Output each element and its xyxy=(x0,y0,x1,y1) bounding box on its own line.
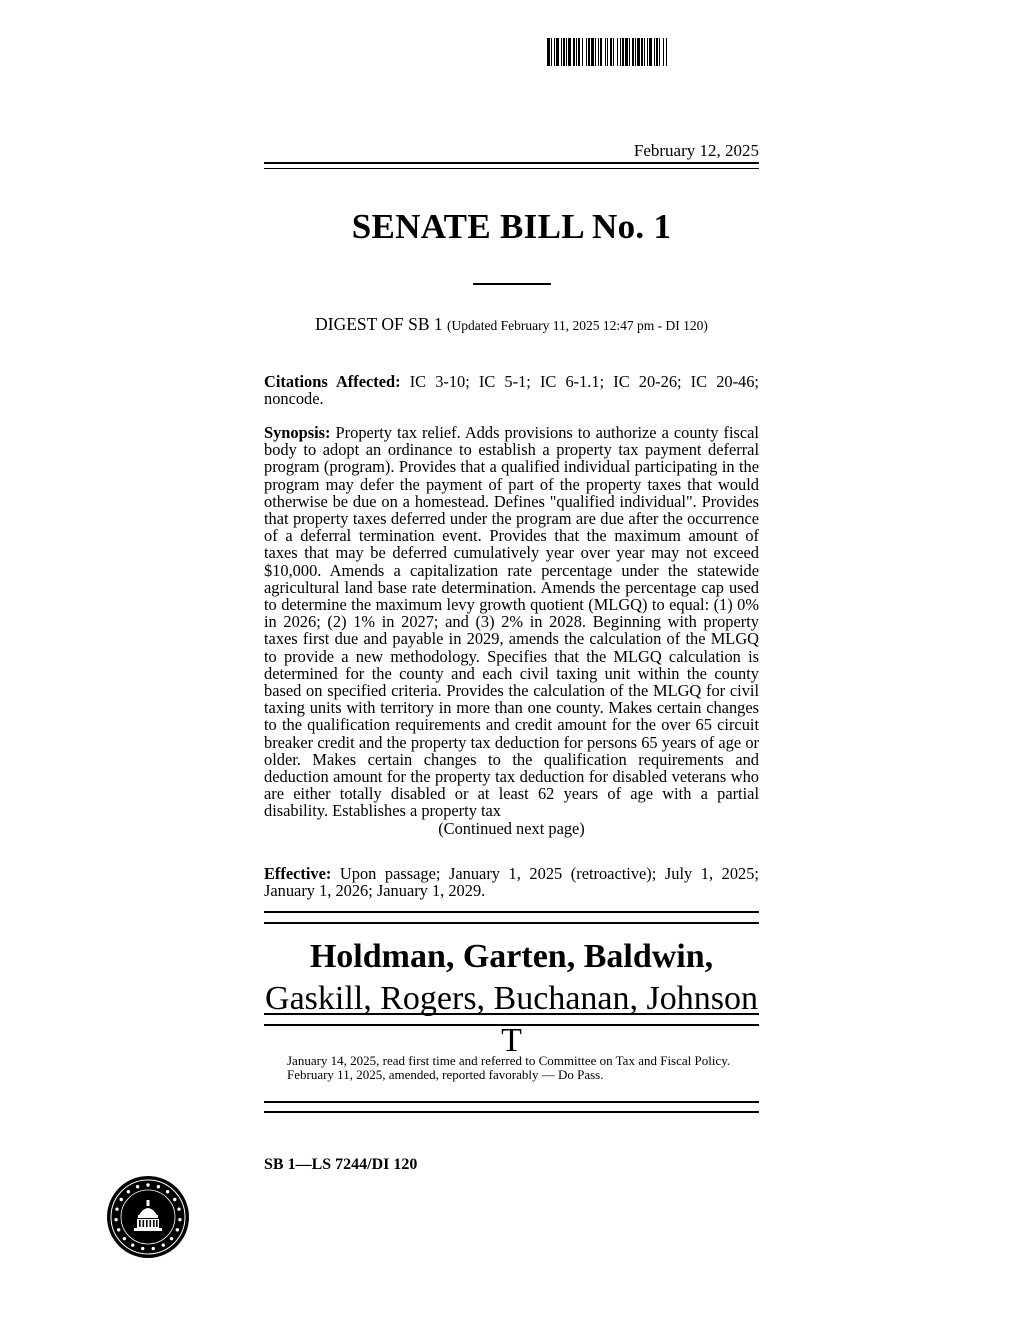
effective-label: Effective: xyxy=(264,864,332,883)
actions-rule-2 xyxy=(264,1111,759,1113)
barcode xyxy=(547,38,783,66)
authors-bottom-rule xyxy=(264,1013,759,1015)
synopsis xyxy=(264,424,759,837)
effective-rule xyxy=(264,911,759,913)
secondary-authors: Gaskill, Rogers, Buchanan, Johnson T xyxy=(265,980,758,1059)
continued-note: (Continued next page) xyxy=(438,818,585,838)
primary-authors: Holdman, Garten, Baldwin, xyxy=(309,938,714,975)
title-rule xyxy=(473,283,551,285)
citations-affected xyxy=(264,373,759,407)
authors-bottom-rule-2 xyxy=(264,1024,759,1026)
citations-label: Citations Affected: xyxy=(264,372,401,391)
digest-main: DIGEST OF SB 1 xyxy=(315,314,443,334)
state-seal-icon xyxy=(106,1175,190,1259)
header-rule-thin xyxy=(264,168,759,169)
authors xyxy=(264,936,759,1062)
authors-top-rule xyxy=(264,922,759,924)
action-item: January 14, 2025, read first time and referred to Committee on Tax and Fiscal Policy. xyxy=(287,1053,731,1068)
synopsis-text: Property tax relief. Adds provisions to authorize a county fiscal body to adopt an ordinance to establish a property tax payment deferral program (program). Provides that a qualified individual participating in the program may defer the payment of part of the property taxes that would otherwise be due on a homestead. Defines "qualified individual". Provides that property taxes deferred under the program are due after the occurrence of a deferral termination event. Provides that the maximum amount of taxes that may be deferred cumulatively year over year may not exceed $10,000. Amends a capitalization rate percentage under the statewide agricultural land base rate determination. Amends the percentage cap used to determine the maximum levy growth quotient (MLGQ) to equal: (1) 0% in 2026; (2) 1% in 2027; and (3) 2% in 2028. Beginning with property taxes first due and payable in 2029, amends the calculation of the MLGQ to provide a new methodology. Specifies that the MLGQ calculation is determined for the county and each civil taxing unit within the county based on specified criteria. Provides the calculation of the MLGQ for civil taxing units with territory in more than one county. Makes certain changes to the qualification requirements and credit amount for the over 65 circuit breaker credit and the property tax deduction for persons 65 years of age or older. Makes certain changes to the qualification requirements and deduction amount for the property tax deduction for disabled veterans who are either totally disabled or at least 62 years of age with a partial disability. Establishes a property tax xyxy=(264,423,759,821)
ls-number: SB 1—LS 7244/DI 120 xyxy=(264,1156,418,1173)
effective-dates xyxy=(264,865,759,899)
bill-date: February 12, 2025 xyxy=(633,141,759,160)
header-rule xyxy=(264,162,759,164)
actions-rule xyxy=(264,1101,759,1103)
bill-title: SENATE BILL No. 1 xyxy=(351,207,672,246)
legislative-actions xyxy=(287,1054,759,1082)
synopsis-label: Synopsis: xyxy=(264,423,331,442)
action-item: February 11, 2025, amended, reported favorably — Do Pass. xyxy=(287,1067,604,1082)
citations-text: IC 3-10; IC 5-1; IC 6-1.1; IC 20-26; IC 20-46; noncode. xyxy=(264,372,759,409)
effective-text: Upon passage; January 1, 2025 (retroactive); July 1, 2025; January 1, 2026; January 1, 2029. xyxy=(264,864,759,901)
digest-line xyxy=(264,313,759,337)
digest-update: (Updated February 11, 2025 12:47 pm - DI 120) xyxy=(447,318,708,333)
